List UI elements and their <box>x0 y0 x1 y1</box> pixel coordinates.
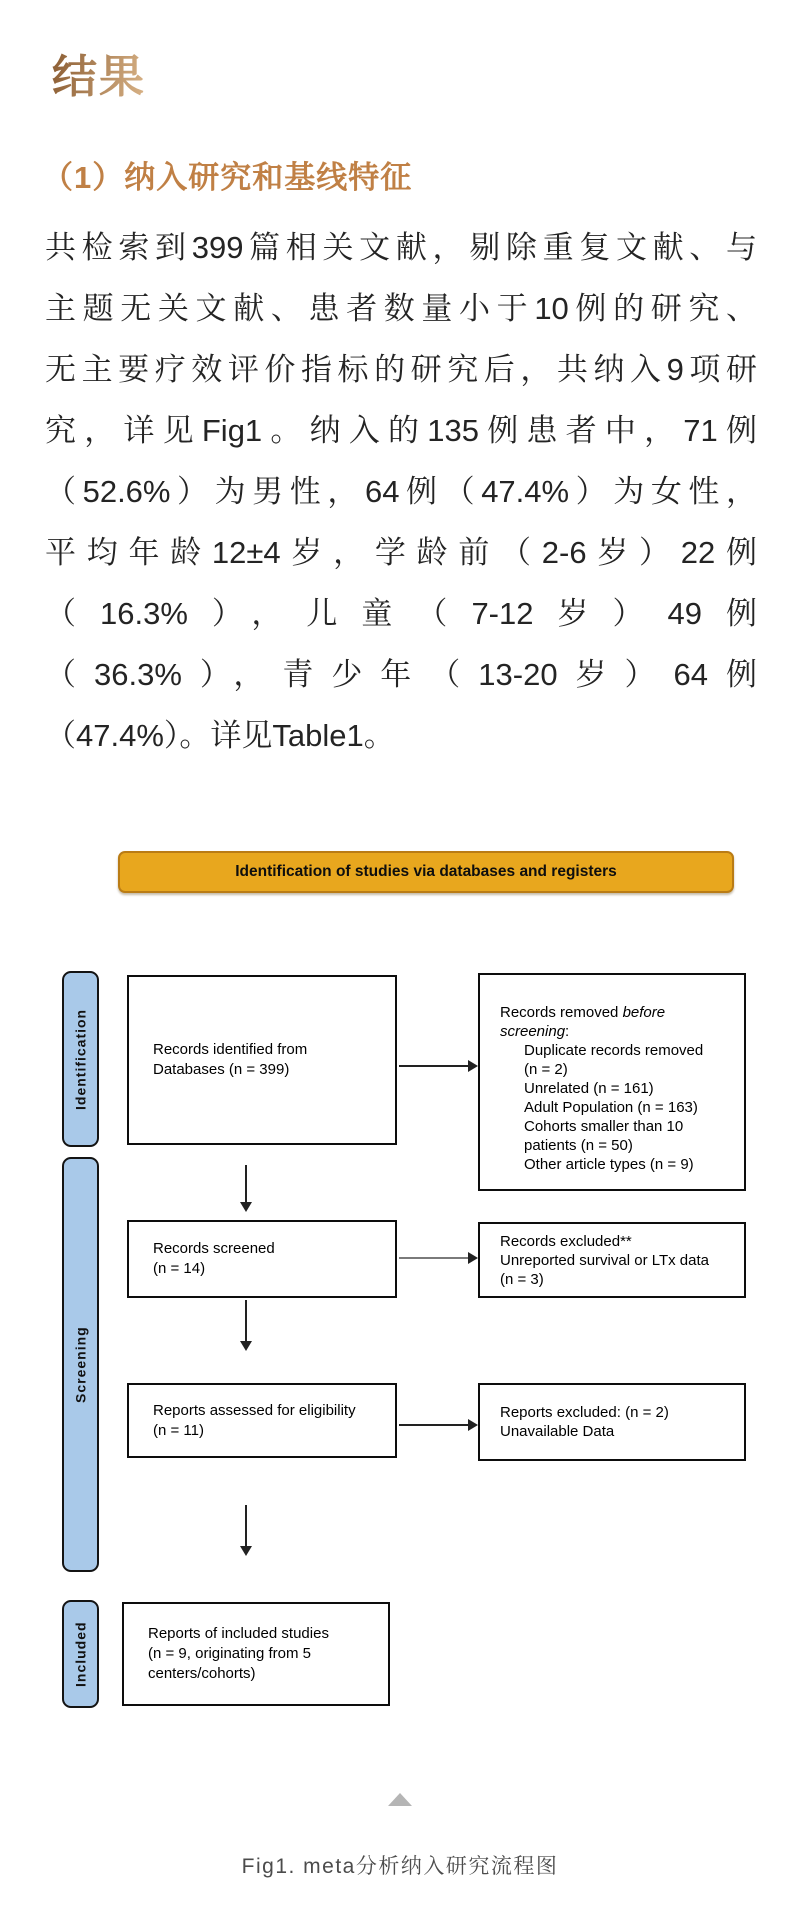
box-line: Reports excluded: (n = 2) <box>500 1404 669 1421</box>
section-heading: （1）纳入研究和基线特征 <box>42 160 413 195</box>
arrow-down-icon <box>245 1165 247 1203</box>
box-line: Records excluded** <box>500 1232 632 1250</box>
box-line: patients (n = 50) <box>524 1137 633 1154</box>
stage-label-screening: Screening <box>62 1157 99 1572</box>
paragraph-line: （47.4%）。详见Table1。 <box>45 718 395 753</box>
box-line: (n = 9, originating from 5 <box>148 1645 312 1662</box>
box-records-excluded <box>478 1222 746 1298</box>
box-line: (n = 3) <box>500 1270 544 1288</box>
box-line: Unreported survival or LTx data <box>500 1251 709 1269</box>
paragraph-line: 主题无关文献、患者数量小于10例的研究、 <box>45 291 757 326</box>
box-line: (n = 14) <box>153 1260 206 1277</box>
paragraph-line: 共检索到399篇相关文献，剔除重复文献、与 <box>45 230 757 265</box>
collapse-up-triangle-icon[interactable] <box>388 1793 412 1806</box>
box-line: centers/cohorts) <box>148 1665 256 1682</box>
box-line: Other article types (n = 9) <box>524 1156 694 1173</box>
arrow-down-icon <box>245 1300 247 1342</box>
paragraph-line: 无主要疗效评价指标的研究后，共纳入9项研 <box>45 352 757 387</box>
paragraph-line: 究，详见Fig1。纳入的135例患者中，71例 <box>45 413 757 448</box>
figure-caption: Fig1. meta分析纳入研究流程图 <box>241 1855 559 1878</box>
paragraph-line: （16.3%），儿童（7-12岁）49例 <box>45 596 757 631</box>
box-reports-excluded <box>478 1383 746 1461</box>
box-records-identified <box>127 975 397 1145</box>
box-line: (n = 2) <box>524 1061 568 1078</box>
box-line: Unavailable Data <box>500 1423 615 1440</box>
box-records-removed <box>478 973 746 1191</box>
page-title: 结果 <box>52 40 146 105</box>
box-line: Databases (n = 399) <box>153 1061 290 1078</box>
paragraph-line: （36.3%），青少年（13-20岁）64例 <box>45 657 757 692</box>
box-reports-assessed <box>127 1383 397 1458</box>
paragraph-line: 平均年龄12±4岁，学龄前（2-6岁）22例 <box>45 535 757 570</box>
arrow-right-icon <box>399 1065 469 1067</box>
stage-label-identification: Identification <box>62 971 99 1147</box>
box-line: Reports assessed for eligibility <box>153 1401 356 1419</box>
box-line: (n = 11) <box>153 1421 204 1439</box>
box-line: Unrelated (n = 161) <box>524 1080 654 1097</box>
box-line: Records screened <box>153 1240 275 1257</box>
arrow-right-icon <box>399 1257 469 1259</box>
box-line: Cohorts smaller than 10 <box>524 1118 684 1135</box>
diagram-header-bar: Identification of studies via databases and registers <box>118 851 734 893</box>
box-line: Adult Population (n = 163) <box>524 1099 698 1116</box>
box-line: Records removed before <box>500 1004 666 1021</box>
box-records-screened <box>127 1220 397 1298</box>
box-line: Duplicate records removed <box>524 1042 704 1059</box>
arrow-down-icon <box>245 1505 247 1547</box>
box-line: screening: <box>500 1023 570 1040</box>
stage-label-included: Included <box>62 1600 99 1708</box>
box-line: Records identified from <box>153 1041 308 1058</box>
paragraph-line: （52.6%）为男性，64例（47.4%）为女性， <box>45 474 757 509</box>
arrow-right-icon <box>399 1424 469 1426</box>
box-reports-included <box>122 1602 390 1706</box>
box-line: Reports of included studies <box>148 1625 329 1642</box>
